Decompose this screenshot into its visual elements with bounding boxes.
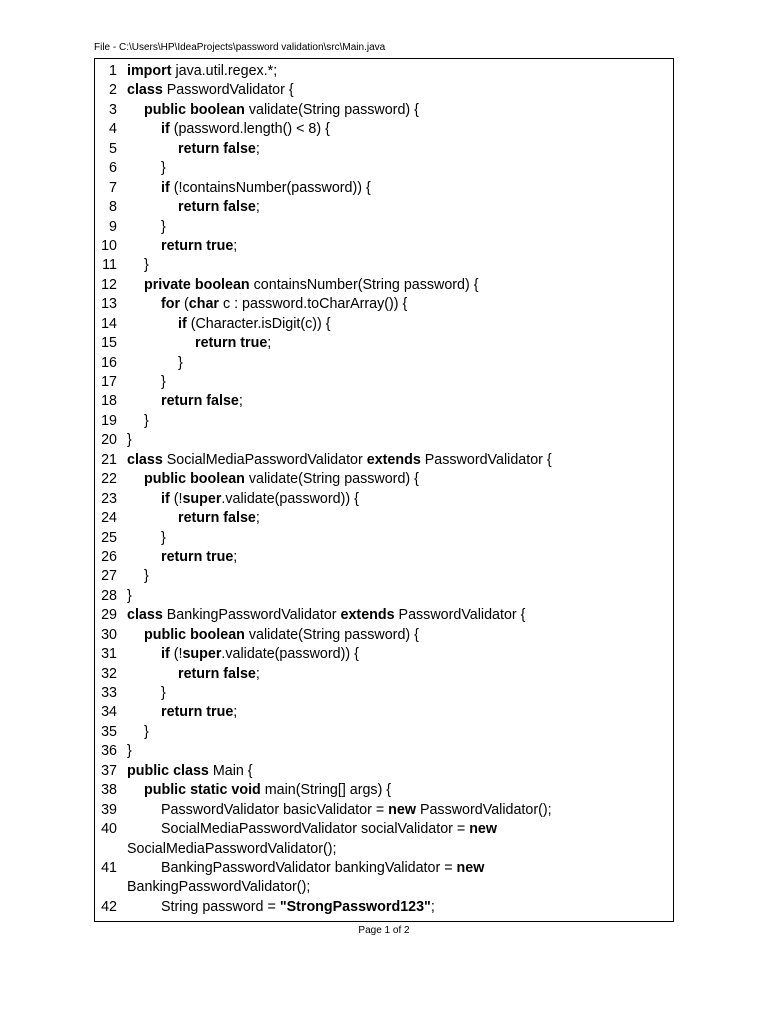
line-number: 16 <box>101 354 117 371</box>
line-number: 33 <box>101 685 117 701</box>
code-token: ; <box>238 393 243 410</box>
line-code <box>144 101 419 120</box>
code-token: validate(String password) { <box>244 471 419 488</box>
code-line <box>95 820 673 839</box>
code-line <box>95 81 673 100</box>
code-token: BankingPasswordValidator(); <box>127 879 311 896</box>
keyword-token: if <box>161 490 170 507</box>
line-code <box>178 509 260 528</box>
code-line <box>95 626 673 645</box>
code-token: } <box>127 743 132 760</box>
line-number: 17 <box>101 374 117 390</box>
line-number: 38 <box>101 782 117 799</box>
code-token: } <box>144 412 149 429</box>
code-token: ; <box>267 335 272 352</box>
code-line <box>95 587 673 606</box>
code-line <box>95 237 673 256</box>
line-number: 26 <box>101 548 117 565</box>
line-code <box>161 548 237 567</box>
keyword-token: import <box>127 63 172 79</box>
code-line <box>95 276 673 295</box>
keyword-token: new <box>388 801 416 818</box>
line-code <box>127 762 253 781</box>
code-token: (Character.isDigit(c)) { <box>186 315 331 332</box>
code-listing <box>94 58 674 922</box>
line-code <box>161 237 237 256</box>
code-token: } <box>144 723 149 740</box>
line-number: 2 <box>109 82 117 99</box>
line-number: 27 <box>101 568 117 585</box>
keyword-token: class <box>127 451 163 468</box>
line-number: 25 <box>101 529 117 546</box>
code-line <box>95 412 673 431</box>
code-line <box>95 703 673 722</box>
keyword-token: return true <box>161 704 234 721</box>
line-number: 6 <box>109 160 117 177</box>
line-code <box>161 703 237 722</box>
line-number: 35 <box>101 723 117 740</box>
keyword-token: class <box>127 82 163 99</box>
code-token: } <box>178 354 183 371</box>
line-code <box>127 840 337 859</box>
code-token: } <box>144 257 149 274</box>
line-code <box>144 781 391 800</box>
line-code <box>144 567 149 586</box>
code-line <box>95 101 673 120</box>
keyword-token: public class <box>127 762 209 779</box>
line-code <box>161 392 243 411</box>
keyword-token: return false <box>178 665 256 682</box>
code-line <box>95 354 673 373</box>
code-token: .validate(password)) { <box>221 490 359 507</box>
code-token: ; <box>430 898 435 915</box>
line-code <box>161 645 359 664</box>
keyword-token: new <box>456 859 485 876</box>
line-number: 20 <box>101 432 117 449</box>
code-line <box>95 334 673 353</box>
line-number: 7 <box>109 179 117 196</box>
keyword-token: if <box>161 121 170 138</box>
code-token: (! <box>169 646 183 663</box>
line-code <box>161 120 330 139</box>
keyword-token: public boolean <box>144 626 245 643</box>
file-path-header: File - C:\Users\HP\IdeaProjects\password validation\src\Main.java <box>94 42 386 53</box>
keyword-token: private boolean <box>144 276 250 293</box>
code-token: main(String[] args) { <box>260 782 392 799</box>
code-token: .validate(password)) { <box>221 646 359 663</box>
line-code <box>127 81 294 100</box>
keyword-token: class <box>127 607 163 624</box>
keyword-token: return false <box>178 140 256 157</box>
line-number: 41 <box>101 859 117 876</box>
code-token: SocialMediaPasswordValidator <box>162 451 367 468</box>
code-line <box>95 781 673 800</box>
keyword-token: return false <box>161 393 239 410</box>
line-number: 8 <box>109 199 117 216</box>
line-code <box>144 470 419 489</box>
code-token: } <box>127 587 132 604</box>
code-line <box>95 684 673 703</box>
code-line <box>95 509 673 528</box>
code-token: SocialMediaPasswordValidator(); <box>127 840 337 857</box>
keyword-token: public boolean <box>144 101 245 118</box>
keyword-token: return false <box>178 199 256 216</box>
line-code <box>144 723 149 742</box>
code-token: } <box>161 218 166 235</box>
code-line <box>95 606 673 625</box>
line-code <box>161 179 371 198</box>
line-number: 28 <box>101 587 117 604</box>
line-code <box>178 140 260 159</box>
code-line <box>95 179 673 198</box>
keyword-token: public static void <box>144 782 261 799</box>
code-token: PasswordValidator basicValidator = <box>161 801 389 818</box>
code-line <box>95 490 673 509</box>
line-number: 24 <box>101 510 117 527</box>
code-line <box>95 840 673 859</box>
code-token: ; <box>255 140 260 157</box>
page-number-footer: Page 1 of 2 <box>358 925 410 936</box>
code-line <box>95 801 673 820</box>
code-token: } <box>161 685 166 701</box>
line-number: 21 <box>101 451 117 468</box>
keyword-token: return true <box>161 237 234 254</box>
code-token: PasswordValidator { <box>420 451 552 468</box>
keyword-token: "StrongPassword123" <box>279 898 431 915</box>
line-code <box>127 431 132 450</box>
code-line <box>95 198 673 217</box>
line-number: 9 <box>109 218 117 235</box>
line-number: 1 <box>109 63 117 79</box>
line-code <box>178 354 183 373</box>
line-number: 30 <box>101 626 117 643</box>
line-code <box>144 276 479 295</box>
code-token: Main { <box>208 762 253 779</box>
code-line <box>95 120 673 139</box>
code-token: ; <box>255 510 260 527</box>
keyword-token: return true <box>195 335 268 352</box>
line-number: 12 <box>101 276 117 293</box>
line-number: 36 <box>101 743 117 760</box>
keyword-token: if <box>178 315 187 332</box>
code-line <box>95 392 673 411</box>
code-token: ; <box>255 199 260 216</box>
code-line <box>95 470 673 489</box>
code-token: validate(String password) { <box>244 626 419 643</box>
code-token: ; <box>233 548 238 565</box>
code-line <box>95 548 673 567</box>
code-token: ( <box>180 296 189 313</box>
keyword-token: return false <box>178 510 256 527</box>
line-number: 37 <box>101 762 117 779</box>
code-token: ; <box>255 665 260 682</box>
line-number: 19 <box>101 412 117 429</box>
keyword-token: return true <box>161 548 234 565</box>
code-line <box>95 859 673 878</box>
line-code <box>144 256 149 275</box>
code-line <box>95 645 673 664</box>
line-number: 13 <box>101 296 117 313</box>
code-token: BankingPasswordValidator bankingValidator = <box>161 859 457 876</box>
line-code <box>127 451 552 470</box>
line-code <box>161 898 435 917</box>
code-line <box>95 665 673 684</box>
code-line <box>95 431 673 450</box>
line-code <box>161 373 166 392</box>
line-code <box>161 529 166 548</box>
line-code <box>127 606 525 625</box>
line-number: 31 <box>101 646 117 663</box>
code-token: (!containsNumber(password)) { <box>169 179 371 196</box>
code-token: PasswordValidator(); <box>415 801 552 818</box>
code-token: ; <box>233 237 238 254</box>
code-token: BankingPasswordValidator <box>162 607 341 624</box>
code-token: SocialMediaPasswordValidator socialValidator = <box>161 821 470 838</box>
keyword-token: extends <box>366 451 421 468</box>
keyword-token: new <box>469 821 498 838</box>
line-code <box>144 626 419 645</box>
code-token: c : password.toCharArray()) { <box>219 296 408 313</box>
line-number: 3 <box>109 101 117 118</box>
line-code <box>161 295 407 314</box>
line-number: 40 <box>101 821 117 838</box>
code-line <box>95 762 673 781</box>
code-token: java.util.regex.*; <box>171 63 278 79</box>
line-number: 32 <box>101 665 117 682</box>
line-code <box>195 334 271 353</box>
line-code <box>161 820 497 839</box>
code-token: containsNumber(String password) { <box>249 276 479 293</box>
code-token: } <box>144 568 149 585</box>
code-line <box>95 723 673 742</box>
code-line <box>95 159 673 178</box>
keyword-token: char <box>188 296 219 313</box>
code-line <box>95 878 673 897</box>
code-token: } <box>161 529 166 546</box>
line-number: 10 <box>101 237 117 254</box>
line-code <box>127 742 132 761</box>
code-line <box>95 373 673 392</box>
line-number: 22 <box>101 471 117 488</box>
line-code <box>178 315 331 334</box>
keyword-token: if <box>161 179 170 196</box>
line-code <box>161 684 166 703</box>
line-number: 11 <box>102 257 117 274</box>
line-number: 18 <box>101 393 117 410</box>
code-line <box>95 218 673 237</box>
line-number: 34 <box>101 704 117 721</box>
code-line <box>95 295 673 314</box>
keyword-token: extends <box>340 607 395 624</box>
code-line <box>95 62 673 81</box>
code-token: validate(String password) { <box>244 101 419 118</box>
line-number: 23 <box>101 490 117 507</box>
line-code <box>161 859 484 878</box>
code-line <box>95 898 673 917</box>
line-code <box>161 490 359 509</box>
code-token: } <box>161 160 166 177</box>
code-line <box>95 529 673 548</box>
line-number: 29 <box>101 607 117 624</box>
line-code <box>178 198 260 217</box>
code-line <box>95 742 673 761</box>
line-code <box>127 587 132 606</box>
keyword-token: super <box>182 646 222 663</box>
code-line <box>95 256 673 275</box>
code-token: (! <box>169 490 183 507</box>
line-code <box>127 62 277 81</box>
code-token: ; <box>233 704 238 721</box>
code-token: String password = <box>161 898 280 915</box>
code-token: PasswordValidator { <box>394 607 526 624</box>
line-number: 39 <box>101 801 117 818</box>
line-number: 5 <box>109 140 117 157</box>
code-line <box>95 315 673 334</box>
line-code <box>178 665 260 684</box>
code-token: PasswordValidator { <box>162 82 294 99</box>
line-code <box>144 412 149 431</box>
line-number: 15 <box>101 335 117 352</box>
code-line <box>95 567 673 586</box>
code-line <box>95 140 673 159</box>
line-code <box>127 878 310 897</box>
keyword-token: for <box>161 296 181 313</box>
line-code <box>161 218 166 237</box>
keyword-token: if <box>161 646 170 663</box>
keyword-token: super <box>182 490 222 507</box>
code-token: (password.length() < 8) { <box>169 121 330 138</box>
code-token: } <box>161 374 166 390</box>
line-number: 14 <box>101 315 117 332</box>
line-code <box>161 801 552 820</box>
line-number: 42 <box>101 898 117 915</box>
code-line <box>95 451 673 470</box>
line-number: 4 <box>109 121 117 138</box>
keyword-token: public boolean <box>144 471 245 488</box>
code-token: } <box>127 432 132 449</box>
line-code <box>161 159 166 178</box>
